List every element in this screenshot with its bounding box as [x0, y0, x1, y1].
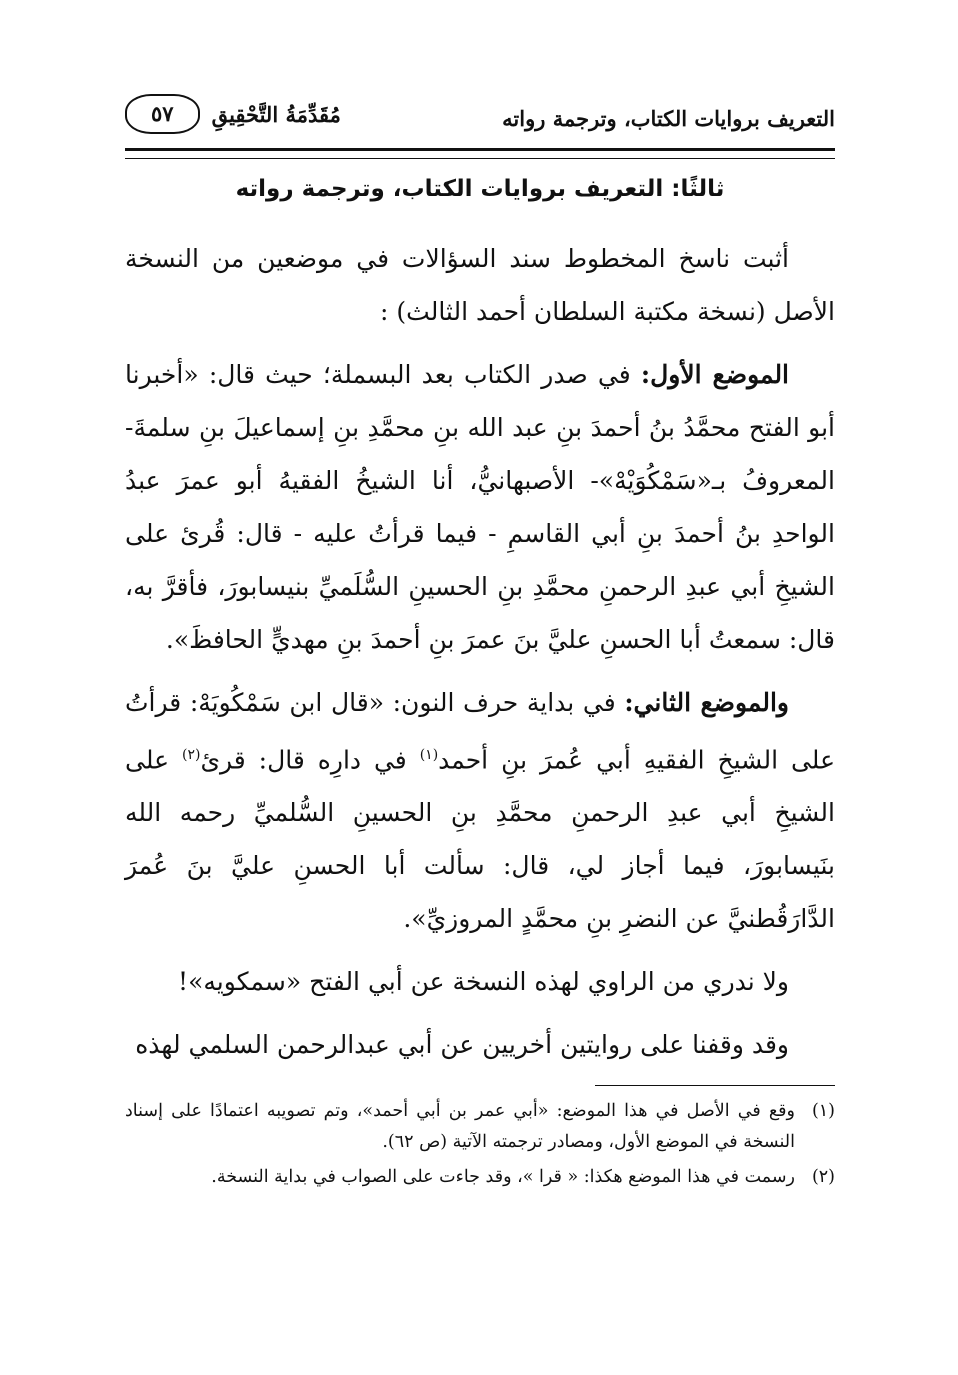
- other-narrations-paragraph: [125, 1018, 835, 1071]
- running-header: [125, 88, 835, 160]
- intro-text: أثبت ناسخ المخطوط سند السؤالات في موضعين من النسخة الأصل (نسخة مكتبة السلطان أحمد الثالث) :: [125, 244, 835, 326]
- second-position-text-2: في دارِه قال: قرئ: [200, 745, 420, 775]
- first-position-text: في صدر الكتاب بعد البسملة؛ حيث قال: «أخبرنا أبو الفتح محمَّدُ بنُ أحمدَ بنِ عبد الله بنِ محمَّدِ بنِ إسماعيلَ بنِ سلمةَ- المعروفُ بـ«سَمْكُوَيْهْ»- الأصبهانيُّ، أنا الشيخُ الفقيهُ أبو عمرَ عبدُ الواحدِ بنُ أحمدَ بنِ أبي القاسمِ - فيما قرأتُ عليه - قال: قُرئ على الشيخِ أبي عبدِ الرحمنِ محمَّدِ بنِ الحسينِ السُّلَميِّ بنيسابورَ، فأقرَّ به، قال: سمعتُ أبا الحسنِ عليَّ بنَ عمرَ بنِ أحمدَ بنِ مهديٍّ الحافظَ».: [125, 360, 835, 654]
- footnote-item: [125, 1096, 835, 1158]
- second-position-lead: والموضع الثاني:: [624, 688, 789, 717]
- section-name: مُقَدِّمَةُ التَّحْقِيقِ: [211, 101, 341, 127]
- header-section-group: [125, 94, 341, 134]
- footnote-text: وقع في الأصل في هذا الموضع: «أبي عمر بن أبي أحمد»، وتم تصويبه اعتمادًا على إسناد النسخة في الموضع الأول، ومصادر ترجمته الآتية (ص ٦٢).: [125, 1101, 795, 1153]
- second-position-text-3: على الشيخِ أبي عبدِ الرحمنِ محمَّدِ بنِ الحسينِ السُّلميِّ رحمه الله بنَيسابورَ، فيما أجاز لي، قال: سألت أبا الحسنِ عليَّ بنَ عُمرَ الدَّارَقُطنيَّ عن النضرِ بنِ محمَّدٍ المروزيِّ».: [125, 745, 835, 934]
- footnote-separator: [595, 1085, 835, 1086]
- footnote-ref-1[interactable]: (١): [419, 747, 439, 763]
- second-position-text-1: في بداية حرف النون: «قال ابن سَمْكُويَهْ: قرأتُ على الشيخِ الفقيهِ أبي عُمرَ بنِ أحمد: [125, 688, 836, 775]
- footnote-number: (٢): [811, 1167, 835, 1188]
- unknown-narrator-paragraph: [125, 955, 835, 1008]
- unknown-narrator-text: ولا ندري من الراوي لهذه النسخة عن أبي الفتح «سمكويه»!: [178, 967, 789, 997]
- first-position-paragraph: [125, 348, 835, 666]
- footnote-ref-2[interactable]: (٢): [181, 747, 201, 763]
- page-number-badge: ٥٧: [125, 94, 200, 134]
- book-page: [125, 88, 835, 1197]
- other-narrations-text: وقد وقفنا على روايتين أخريين عن أبي عبدالرحمن السلمي لهذه: [135, 1030, 789, 1060]
- footnote-text: رسمت في هذا الموضع هكذا: « قرا »، وقد جاءت على الصواب في بداية النسخة.: [211, 1167, 795, 1188]
- header-double-rule: [125, 148, 835, 159]
- section-heading: ثالثًا: التعريف بروايات الكتاب، وترجمة رواته: [235, 176, 725, 202]
- intro-paragraph: [125, 232, 835, 338]
- footnote-item: [125, 1162, 835, 1193]
- footnote-number: (١): [811, 1101, 835, 1122]
- second-position-paragraph: [125, 676, 835, 945]
- running-title: التعريف بروايات الكتاب، وترجمة رواته: [502, 106, 835, 131]
- first-position-lead: الموضع الأول:: [640, 360, 790, 389]
